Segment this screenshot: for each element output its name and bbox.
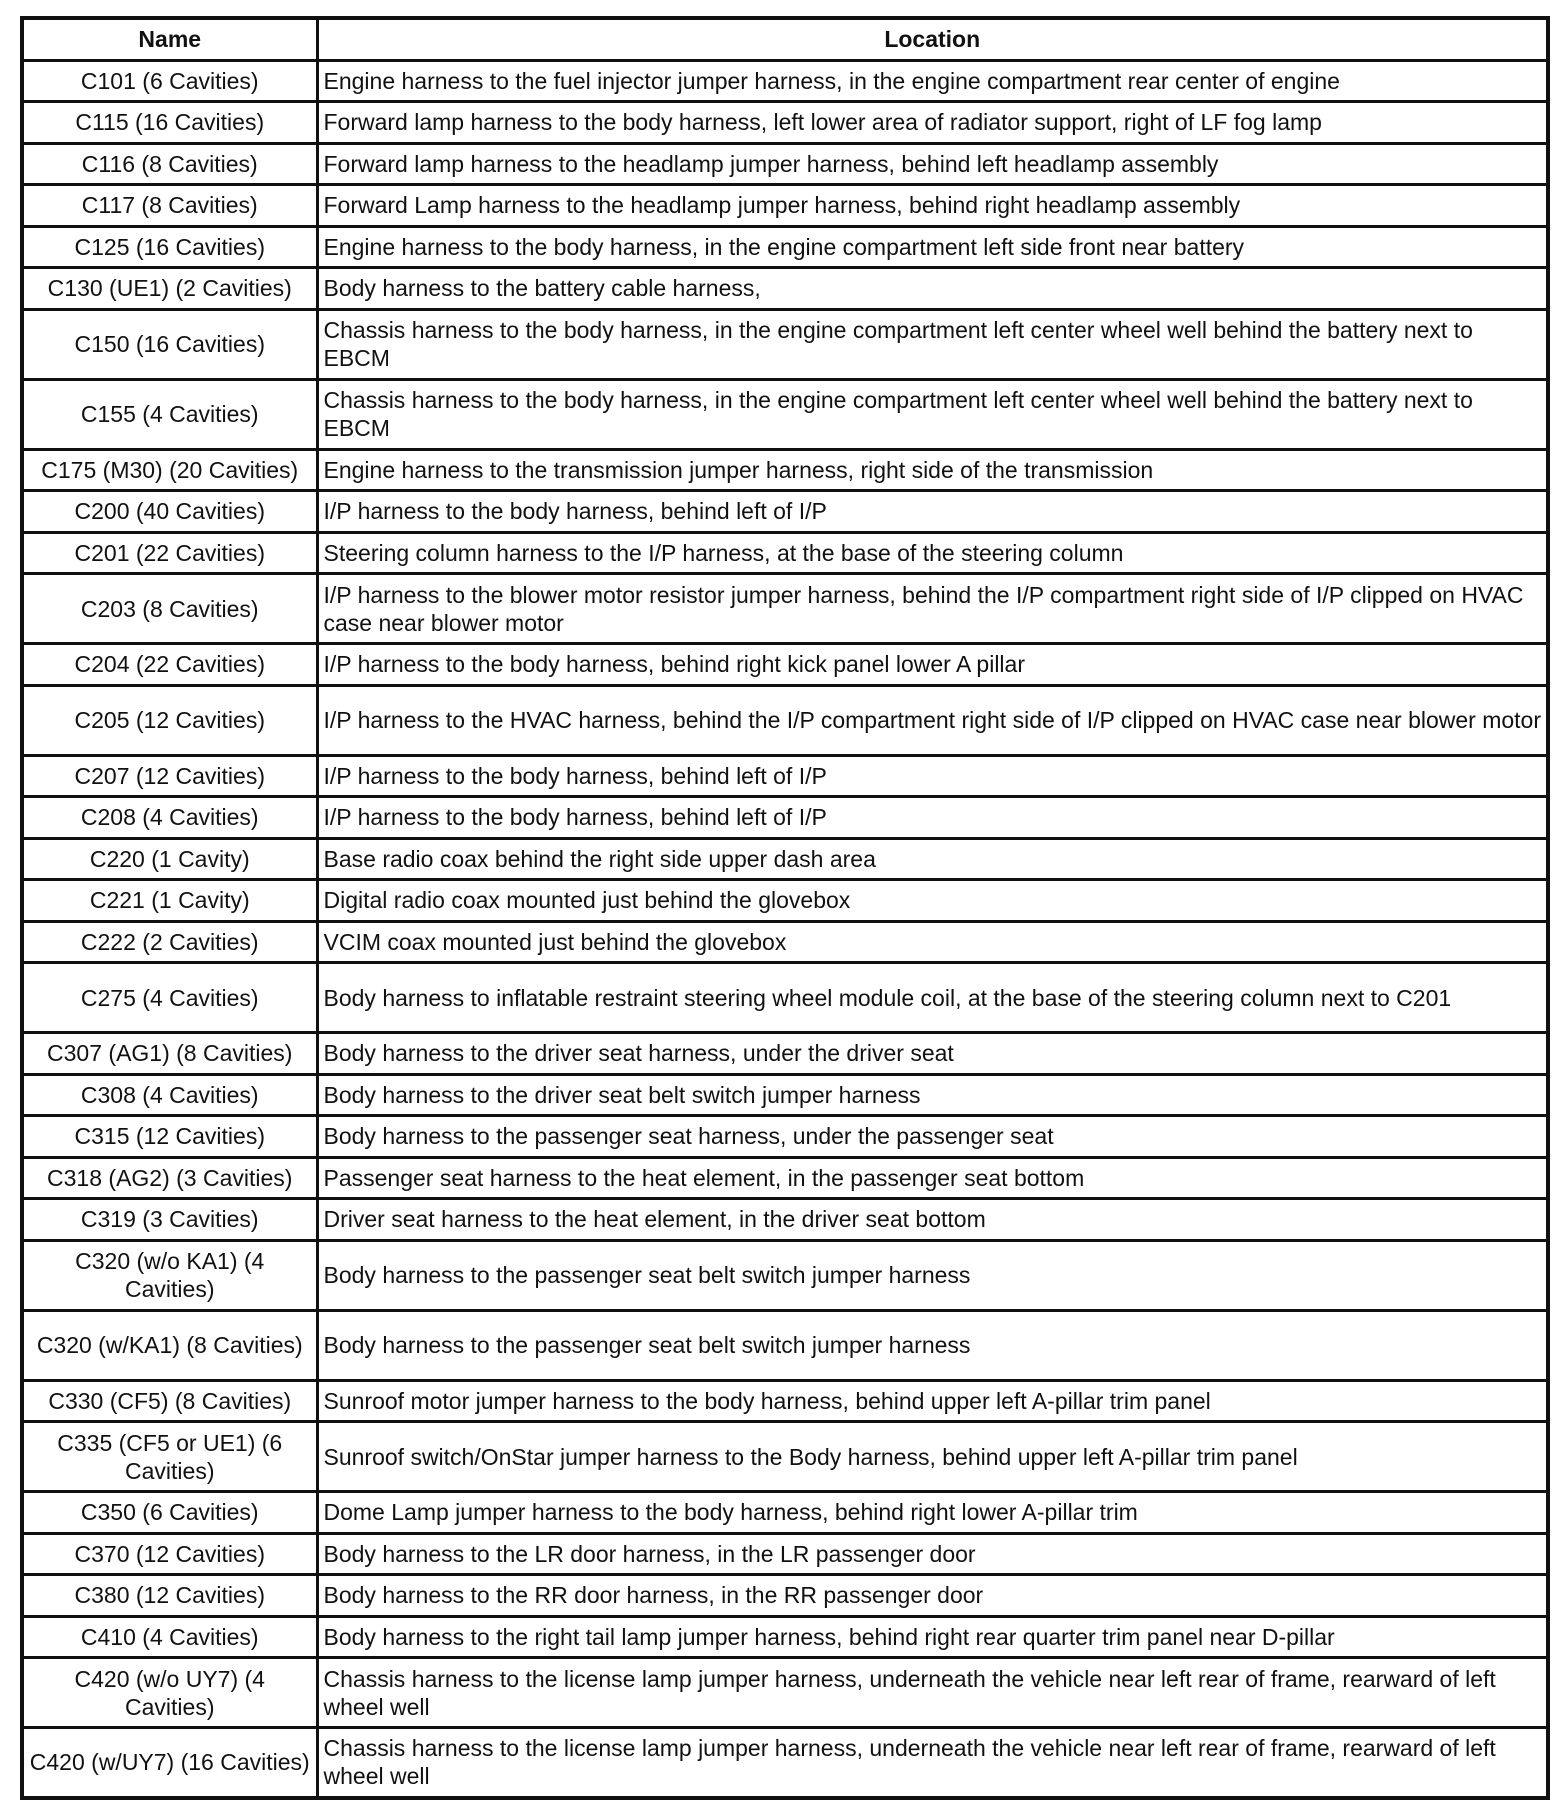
- connector-location: I/P harness to the blower motor resistor jumper harness, behind the I/P compartment right side of I/P clipped on HVAC case near blower motor: [317, 574, 1548, 644]
- connector-location: Forward lamp harness to the body harness, left lower area of radiator support, right of LF fog lamp: [317, 102, 1548, 144]
- connector-location: Chassis harness to the license lamp jumper harness, underneath the vehicle near left rear of frame, rearward of left wheel well: [317, 1728, 1548, 1798]
- connector-location: I/P harness to the body harness, behind left of I/P: [317, 797, 1548, 839]
- table-row: [22, 379, 1548, 449]
- connector-location: Body harness to the passenger seat harness, under the passenger seat: [317, 1116, 1548, 1158]
- table-row: [22, 685, 1548, 755]
- table-row: [22, 838, 1548, 880]
- connector-name: C207 (12 Cavities): [22, 755, 317, 797]
- table-row: [22, 755, 1548, 797]
- connector-location: Body harness to the battery cable harness,: [317, 268, 1548, 310]
- table-row: [22, 60, 1548, 102]
- table-row: [22, 532, 1548, 574]
- connector-location: Engine harness to the transmission jumper harness, right side of the transmission: [317, 449, 1548, 491]
- connector-name: C318 (AG2) (3 Cavities): [22, 1157, 317, 1199]
- connector-location: Body harness to the driver seat harness, under the driver seat: [317, 1033, 1548, 1075]
- table-row: [22, 268, 1548, 310]
- connector-location: Body harness to the driver seat belt switch jumper harness: [317, 1074, 1548, 1116]
- table-row: [22, 1492, 1548, 1534]
- connector-name: C115 (16 Cavities): [22, 102, 317, 144]
- connector-location: Forward Lamp harness to the headlamp jumper harness, behind right headlamp assembly: [317, 185, 1548, 227]
- table-row: [22, 574, 1548, 644]
- connector-location: Engine harness to the body harness, in the engine compartment left side front near battery: [317, 226, 1548, 268]
- table-row: [22, 1199, 1548, 1241]
- connector-name: C117 (8 Cavities): [22, 185, 317, 227]
- header-location: Location: [317, 18, 1548, 60]
- connector-location: Body harness to inflatable restraint steering wheel module coil, at the base of the steering column next to C201: [317, 963, 1548, 1033]
- table-row: [22, 1380, 1548, 1422]
- connector-location: Chassis harness to the body harness, in the engine compartment left center wheel well behind the battery next to EBCM: [317, 309, 1548, 379]
- connector-location: Body harness to the RR door harness, in the RR passenger door: [317, 1575, 1548, 1617]
- connector-location: I/P harness to the body harness, behind right kick panel lower A pillar: [317, 644, 1548, 686]
- table-row: [22, 644, 1548, 686]
- connector-name: C175 (M30) (20 Cavities): [22, 449, 317, 491]
- table-row: [22, 1116, 1548, 1158]
- table-row: [22, 143, 1548, 185]
- connector-location: Body harness to the right tail lamp jumper harness, behind right rear quarter trim panel near D-pillar: [317, 1616, 1548, 1658]
- table-row: [22, 1533, 1548, 1575]
- connector-location: I/P harness to the body harness, behind left of I/P: [317, 491, 1548, 533]
- table-row: [22, 1074, 1548, 1116]
- connector-location: Dome Lamp jumper harness to the body harness, behind right lower A-pillar trim: [317, 1492, 1548, 1534]
- connector-name: C203 (8 Cavities): [22, 574, 317, 644]
- connector-name: C350 (6 Cavities): [22, 1492, 317, 1534]
- table-row: [22, 963, 1548, 1033]
- connector-location: Passenger seat harness to the heat element, in the passenger seat bottom: [317, 1157, 1548, 1199]
- table-row: [22, 185, 1548, 227]
- connector-name: C410 (4 Cavities): [22, 1616, 317, 1658]
- connector-name: C380 (12 Cavities): [22, 1575, 317, 1617]
- connector-location: Steering column harness to the I/P harness, at the base of the steering column: [317, 532, 1548, 574]
- connector-name: C320 (w/o KA1) (4 Cavities): [22, 1240, 317, 1310]
- connector-name: C330 (CF5) (8 Cavities): [22, 1380, 317, 1422]
- connector-name: C201 (22 Cavities): [22, 532, 317, 574]
- connector-name: C335 (CF5 or UE1) (6 Cavities): [22, 1422, 317, 1492]
- table-row: [22, 102, 1548, 144]
- connector-name: C308 (4 Cavities): [22, 1074, 317, 1116]
- connector-name: C101 (6 Cavities): [22, 60, 317, 102]
- table-body: [22, 60, 1548, 1798]
- connector-name: C220 (1 Cavity): [22, 838, 317, 880]
- table-row: [22, 1240, 1548, 1310]
- connector-name: C208 (4 Cavities): [22, 797, 317, 839]
- connector-name: C370 (12 Cavities): [22, 1533, 317, 1575]
- connector-location: Chassis harness to the body harness, in the engine compartment left center wheel well behind the battery next to EBCM: [317, 379, 1548, 449]
- connector-name: C204 (22 Cavities): [22, 644, 317, 686]
- connector-name: C200 (40 Cavities): [22, 491, 317, 533]
- table-row: [22, 1616, 1548, 1658]
- connector-name: C222 (2 Cavities): [22, 921, 317, 963]
- table-row: [22, 1310, 1548, 1380]
- connector-location: Digital radio coax mounted just behind the glovebox: [317, 880, 1548, 922]
- connector-document: [20, 16, 1546, 1800]
- connector-name: C319 (3 Cavities): [22, 1199, 317, 1241]
- table-row: [22, 1658, 1548, 1728]
- connector-location: Engine harness to the fuel injector jumper harness, in the engine compartment rear center of engine: [317, 60, 1548, 102]
- connector-location: Driver seat harness to the heat element, in the driver seat bottom: [317, 1199, 1548, 1241]
- table-row: [22, 309, 1548, 379]
- connector-name: C130 (UE1) (2 Cavities): [22, 268, 317, 310]
- table-row: [22, 1728, 1548, 1798]
- table-header-row: [22, 18, 1548, 60]
- connector-location: Body harness to the passenger seat belt switch jumper harness: [317, 1240, 1548, 1310]
- connector-location: I/P harness to the HVAC harness, behind the I/P compartment right side of I/P clipped on HVAC case near blower motor: [317, 685, 1548, 755]
- connector-name: C155 (4 Cavities): [22, 379, 317, 449]
- table-row: [22, 797, 1548, 839]
- table-row: [22, 921, 1548, 963]
- table-row: [22, 226, 1548, 268]
- table-row: [22, 1033, 1548, 1075]
- connector-location: Base radio coax behind the right side upper dash area: [317, 838, 1548, 880]
- connector-location: Forward lamp harness to the headlamp jumper harness, behind left headlamp assembly: [317, 143, 1548, 185]
- table-row: [22, 491, 1548, 533]
- connector-name: C150 (16 Cavities): [22, 309, 317, 379]
- connector-name: C125 (16 Cavities): [22, 226, 317, 268]
- connector-location: Sunroof switch/OnStar jumper harness to the Body harness, behind upper left A-pillar trim panel: [317, 1422, 1548, 1492]
- connector-name: C315 (12 Cavities): [22, 1116, 317, 1158]
- connector-name: C275 (4 Cavities): [22, 963, 317, 1033]
- table-row: [22, 1575, 1548, 1617]
- connector-name: C420 (w/o UY7) (4 Cavities): [22, 1658, 317, 1728]
- connector-location-table: [20, 16, 1550, 1800]
- table-row: [22, 1157, 1548, 1199]
- connector-name: C420 (w/UY7) (16 Cavities): [22, 1728, 317, 1798]
- table-row: [22, 880, 1548, 922]
- connector-name: C320 (w/KA1) (8 Cavities): [22, 1310, 317, 1380]
- connector-location: Sunroof motor jumper harness to the body harness, behind upper left A-pillar trim panel: [317, 1380, 1548, 1422]
- header-name: Name: [22, 18, 317, 60]
- connector-location: I/P harness to the body harness, behind left of I/P: [317, 755, 1548, 797]
- connector-location: VCIM coax mounted just behind the glovebox: [317, 921, 1548, 963]
- connector-location: Chassis harness to the license lamp jumper harness, underneath the vehicle near left rear of frame, rearward of left wheel well: [317, 1658, 1548, 1728]
- table-row: [22, 449, 1548, 491]
- connector-name: C307 (AG1) (8 Cavities): [22, 1033, 317, 1075]
- connector-location: Body harness to the passenger seat belt switch jumper harness: [317, 1310, 1548, 1380]
- connector-location: Body harness to the LR door harness, in the LR passenger door: [317, 1533, 1548, 1575]
- connector-name: C221 (1 Cavity): [22, 880, 317, 922]
- table-row: [22, 1422, 1548, 1492]
- connector-name: C116 (8 Cavities): [22, 143, 317, 185]
- connector-name: C205 (12 Cavities): [22, 685, 317, 755]
